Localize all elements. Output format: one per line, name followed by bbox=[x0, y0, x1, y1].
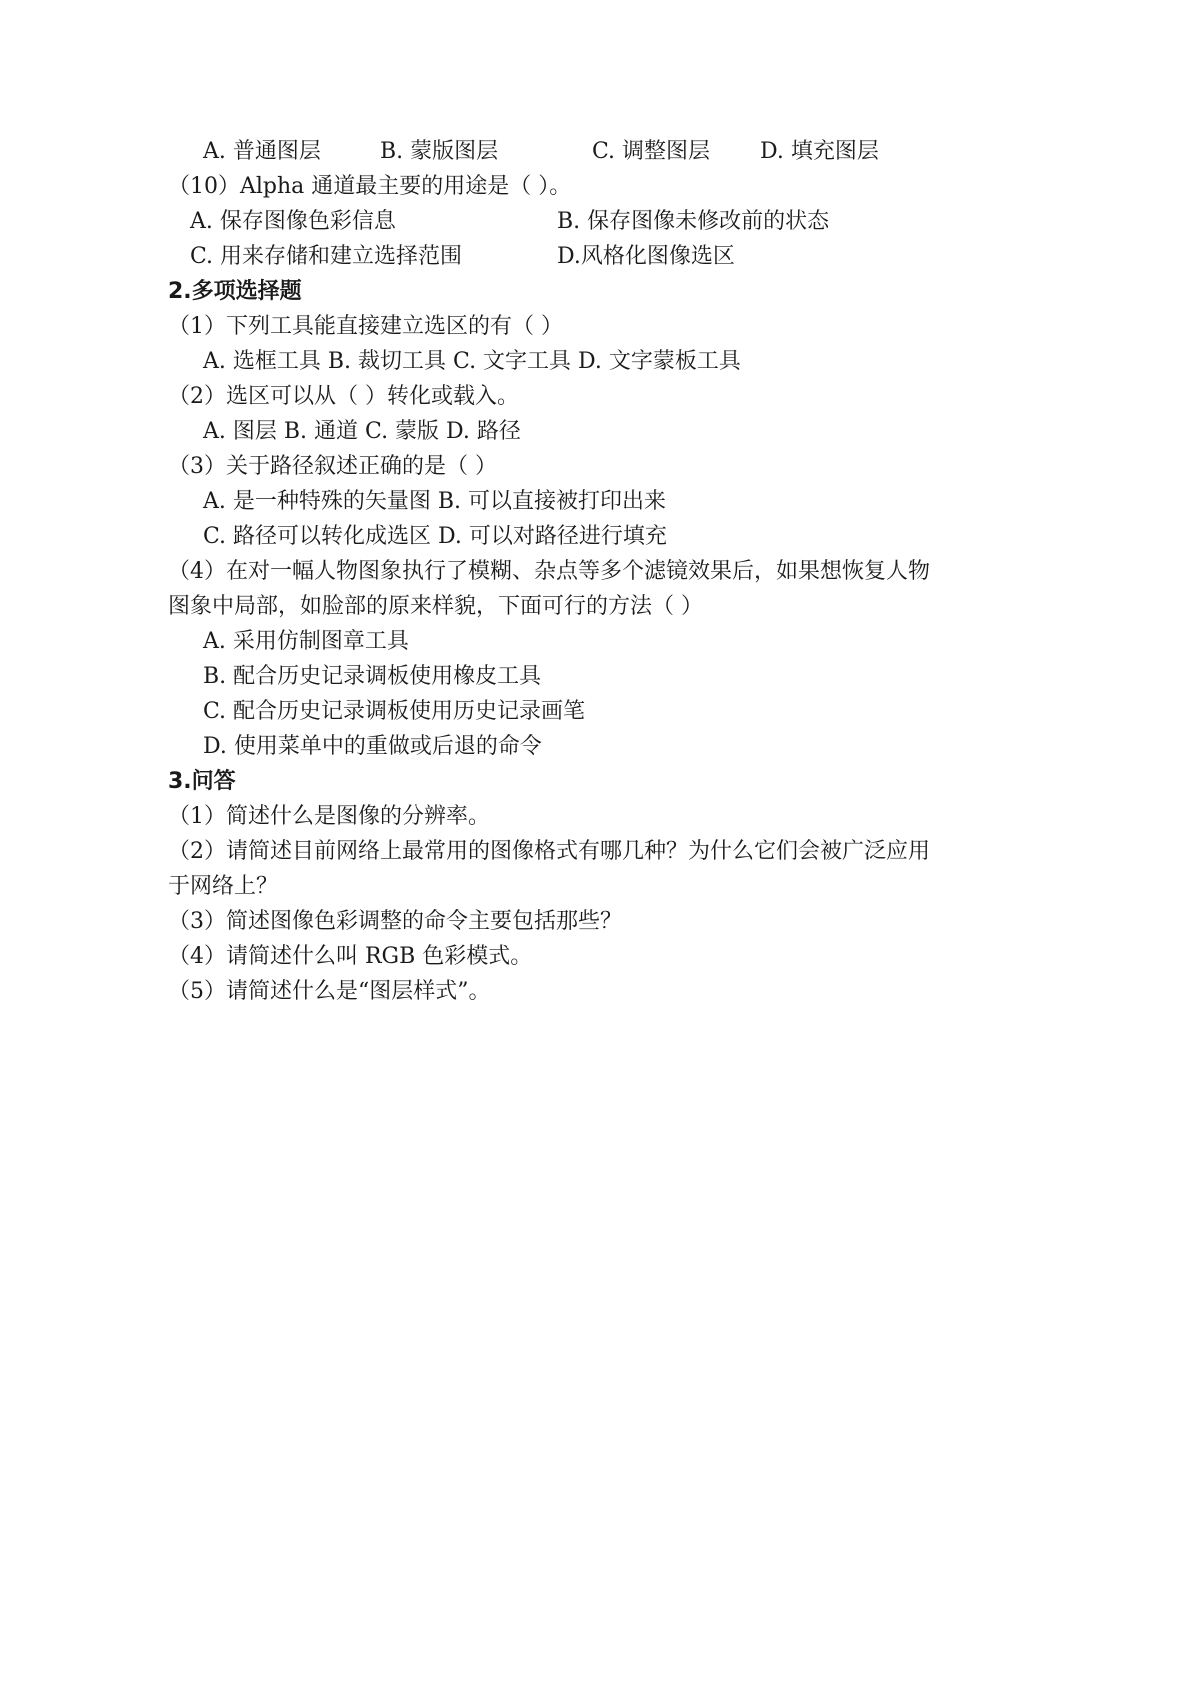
section-2-title: 2.多项选择题 bbox=[168, 279, 302, 304]
s3-q2-line-2: 于网络上？ bbox=[168, 874, 279, 899]
s3-q3: （3）简述图像色彩调整的命令主要包括那些？ bbox=[168, 909, 622, 934]
s2-q4-option-a: A. 采用仿制图章工具 bbox=[203, 629, 409, 654]
s2-q4-option-d: D. 使用菜单中的重做或后退的命令 bbox=[203, 734, 542, 759]
q10-option-d: D.风格化图像选区 bbox=[557, 244, 735, 269]
q9-option-a: A. 普通图层 bbox=[203, 139, 321, 164]
q9-option-b: B. 蒙版图层 bbox=[380, 139, 499, 164]
s2-q3-options-2: C. 路径可以转化成选区 D. 可以对路径进行填充 bbox=[203, 524, 667, 549]
s2-q1-options: A. 选框工具 B. 裁切工具 C. 文字工具 D. 文字蒙板工具 bbox=[203, 349, 741, 374]
s2-q3-options-1: A. 是一种特殊的矢量图 B. 可以直接被打印出来 bbox=[203, 489, 667, 514]
s2-q1-stem: （1）下列工具能直接建立选区的有（ ） bbox=[168, 314, 563, 339]
s2-q3-stem: （3）关于路径叙述正确的是（ ） bbox=[168, 454, 497, 479]
s3-q4: （4）请简述什么叫 RGB 色彩模式。 bbox=[168, 944, 533, 969]
q10-option-a: A. 保存图像色彩信息 bbox=[190, 209, 396, 234]
q10-option-c: C. 用来存储和建立选择范围 bbox=[190, 244, 463, 269]
s2-q4-stem-2: 图象中局部，如脸部的原来样貌，下面可行的方法（ ） bbox=[168, 594, 703, 619]
s2-q4-stem-1: （4）在对一幅人物图象执行了模糊、杂点等多个滤镜效果后，如果想恢复人物 bbox=[168, 559, 930, 584]
q10-stem: （10）Alpha 通道最主要的用途是（ ）。 bbox=[168, 174, 572, 199]
q9-option-d: D. 填充图层 bbox=[760, 139, 879, 164]
section-3-title: 3.问答 bbox=[168, 769, 236, 794]
s3-q5: （5）请简述什么是“图层样式”。 bbox=[168, 979, 491, 1004]
s2-q2-options: A. 图层 B. 通道 C. 蒙版 D. 路径 bbox=[203, 419, 521, 444]
q10-option-b: B. 保存图像未修改前的状态 bbox=[557, 209, 830, 234]
s2-q4-option-b: B. 配合历史记录调板使用橡皮工具 bbox=[203, 664, 542, 689]
s2-q4-option-c: C. 配合历史记录调板使用历史记录画笔 bbox=[203, 699, 586, 724]
s3-q2-line-1: （2）请简述目前网络上最常用的图像格式有哪几种？为什么它们会被广泛应用 bbox=[168, 839, 930, 864]
s2-q2-stem: （2）选区可以从（ ）转化或载入。 bbox=[168, 384, 519, 409]
q9-option-c: C. 调整图层 bbox=[592, 139, 711, 164]
s3-q1: （1）简述什么是图像的分辨率。 bbox=[168, 804, 490, 829]
